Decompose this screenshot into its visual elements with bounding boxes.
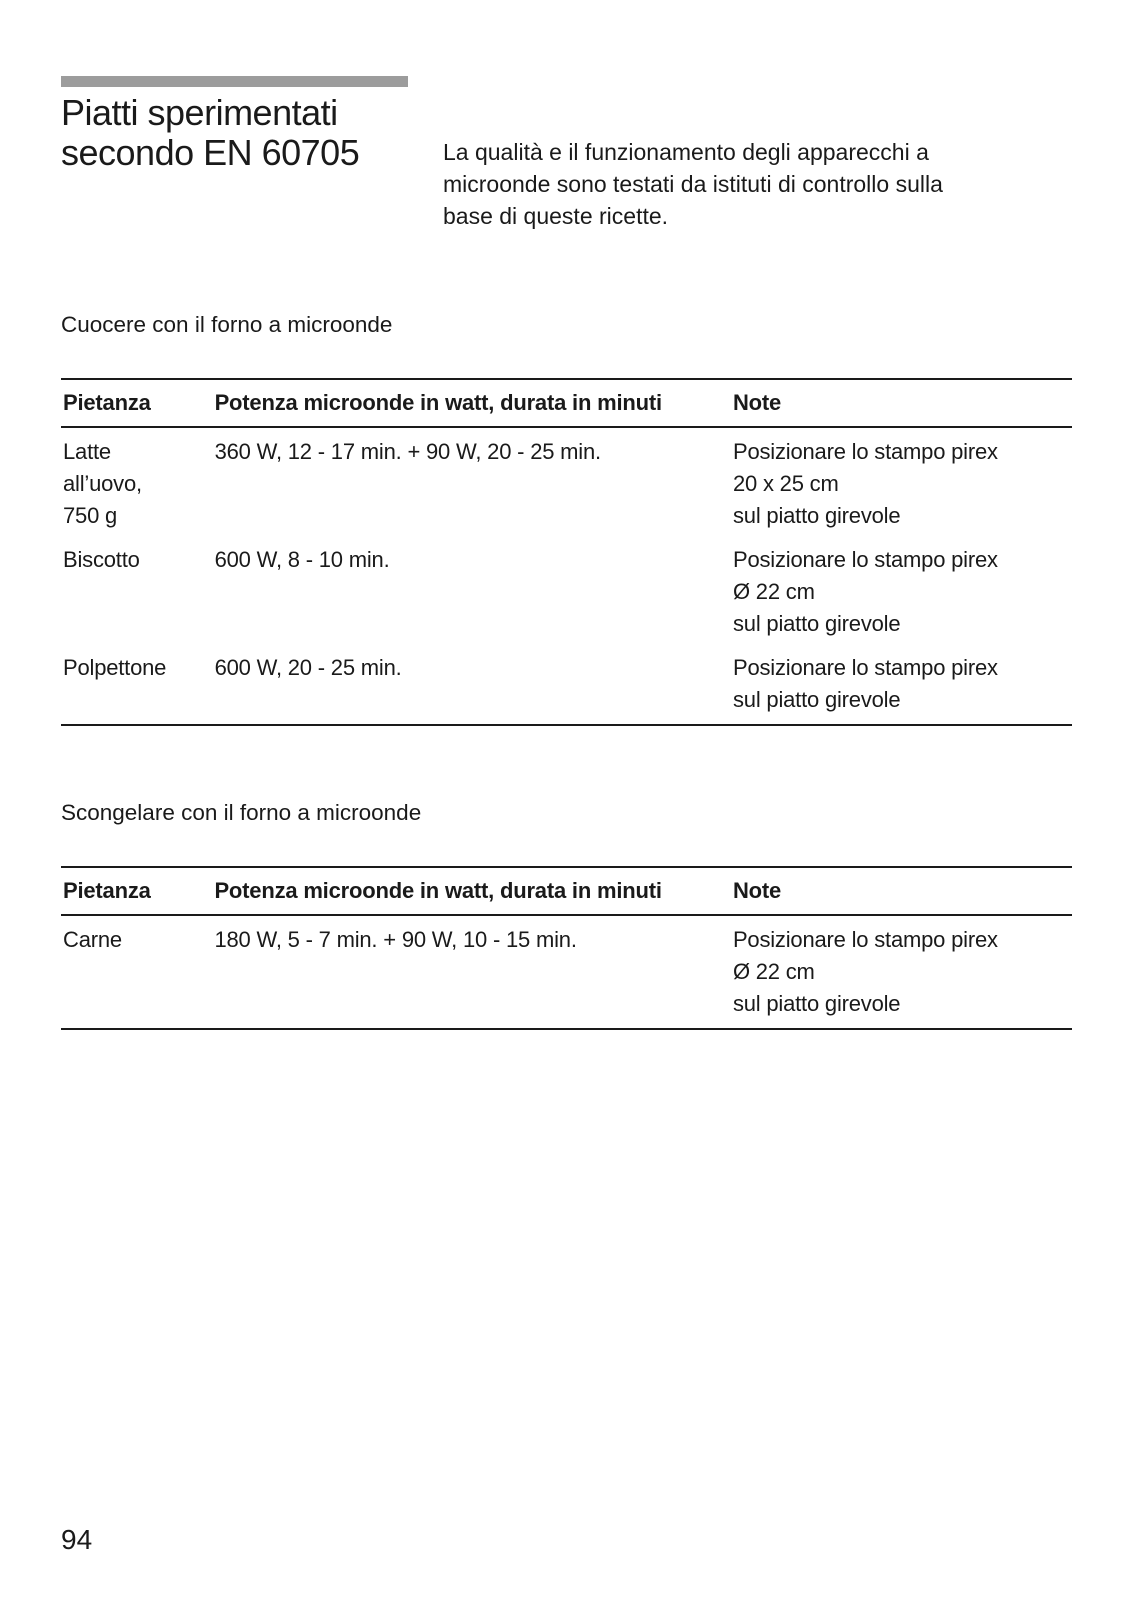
intro-paragraph [443, 136, 1043, 232]
note-cell [731, 538, 1072, 646]
section-heading-defrosting: Scongelare con il forno a microonde [61, 800, 422, 825]
note-cell [731, 646, 1072, 725]
dish-line: Biscotto [63, 547, 140, 572]
dish-line: Latte [63, 439, 111, 464]
note-line: Posizionare lo stampo pirex [732, 547, 998, 572]
dish-cell [61, 427, 213, 538]
note-line: Posizionare lo stampo pirex [732, 655, 998, 680]
note-cell [731, 427, 1072, 538]
note-line: Posizionare lo stampo pirex [732, 927, 998, 952]
table-row [61, 427, 1072, 538]
column-header-power: Potenza microonde in watt, durata in minuti [214, 390, 662, 415]
note-line: 20 x 25 cm [732, 471, 839, 496]
dish-line: all’uovo, [63, 471, 142, 496]
power-cell: 180 W, 5 - 7 min. + 90 W, 10 - 15 min. [214, 927, 577, 952]
intro-line2: microonde sono testati da istituti di controllo sulla [443, 171, 943, 197]
dish-line: Carne [63, 927, 122, 952]
power-cell: 600 W, 8 - 10 min. [214, 547, 390, 572]
note-line: sul piatto girevole [732, 611, 901, 636]
dish-line: Polpettone [63, 655, 167, 680]
table-header-row [61, 867, 1072, 915]
column-header-note: Note [732, 878, 782, 903]
note-line: sul piatto girevole [732, 503, 901, 528]
intro-line3: base di queste ricette. [443, 203, 669, 229]
intro-line1: La qualità e il funzionamento degli apparecchi a [443, 139, 929, 165]
note-line: sul piatto girevole [732, 991, 901, 1016]
table-row [61, 646, 1072, 725]
column-header-power: Potenza microonde in watt, durata in minuti [214, 878, 662, 903]
dish-line: 750 g [63, 503, 118, 528]
defrosting-table [61, 866, 1072, 1030]
page-title [61, 93, 441, 173]
column-header-dish: Pietanza [63, 878, 151, 903]
cooking-table [61, 378, 1072, 726]
dish-cell [61, 915, 212, 1029]
note-line: Ø 22 cm [732, 959, 815, 984]
power-cell: 360 W, 12 - 17 min. + 90 W, 20 - 25 min. [214, 439, 601, 464]
note-line: Ø 22 cm [732, 579, 815, 604]
column-header-dish: Pietanza [63, 390, 151, 415]
table-row [61, 538, 1072, 646]
note-line: Posizionare lo stampo pirex [732, 439, 998, 464]
dish-cell [61, 646, 213, 725]
page-title-line2: secondo EN 60705 [61, 132, 360, 173]
table-row [61, 915, 1072, 1029]
page-title-line1: Piatti sperimentati [61, 92, 338, 133]
note-cell [731, 915, 1072, 1029]
note-line: sul piatto girevole [732, 687, 901, 712]
title-rule [61, 76, 408, 87]
dish-cell [61, 538, 213, 646]
power-cell: 600 W, 20 - 25 min. [214, 655, 402, 680]
table-header-row [61, 379, 1072, 427]
section-heading-cooking: Cuocere con il forno a microonde [61, 312, 393, 337]
page-number: 94 [61, 1524, 93, 1555]
column-header-note: Note [732, 390, 782, 415]
